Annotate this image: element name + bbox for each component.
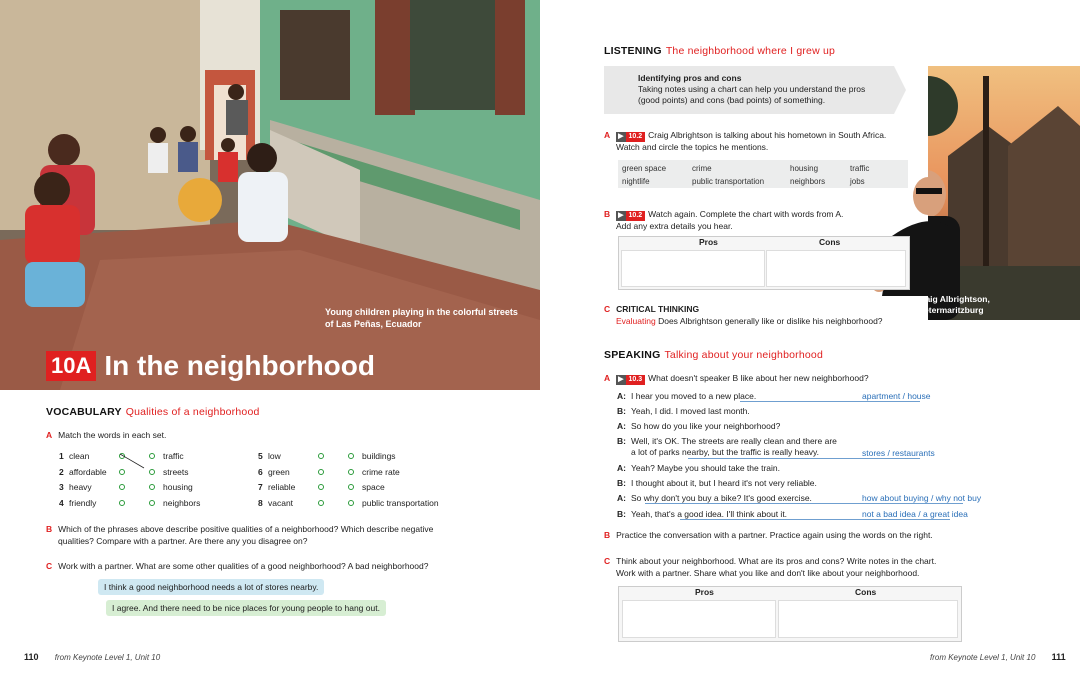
match-pair-word: public transportation: [362, 497, 439, 508]
match-word: vacant: [268, 497, 294, 508]
right-footer: [930, 652, 1066, 662]
match-dot[interactable]: [318, 500, 324, 506]
match-pair-word: space: [362, 482, 385, 492]
match-dot[interactable]: [149, 484, 155, 490]
match-word: low: [268, 451, 281, 461]
match-dot[interactable]: [348, 500, 354, 506]
match-number: 3: [59, 482, 64, 492]
dialog-speaker: A:: [617, 493, 626, 503]
match-number: 2: [59, 466, 64, 477]
speech-bubble-2: I agree. And there need to be nice places for young people to hang out.: [106, 600, 386, 616]
speaking-subtitle: Talking about your neighborhood: [664, 349, 824, 361]
match-dot[interactable]: [149, 453, 155, 459]
page-number: 110: [24, 652, 39, 662]
alt-underline: [680, 519, 950, 520]
exercise-b: [46, 524, 496, 547]
dialog-line: [617, 421, 780, 432]
tip-box: [604, 66, 894, 114]
match-number: 4: [59, 497, 64, 508]
street-photo: [0, 0, 540, 390]
cons-cell[interactable]: [778, 600, 958, 638]
audio-track-number: 10.3: [628, 376, 643, 383]
left-footer: [24, 652, 160, 662]
listening-heading: [604, 45, 835, 57]
exercise-letter: C: [604, 304, 611, 314]
audio-track-badge[interactable]: [616, 132, 645, 142]
match-pair-word: streets: [163, 466, 189, 477]
match-row: [258, 466, 400, 478]
speaking-exercise-c: [604, 556, 964, 579]
match-pair-word: buildings: [362, 451, 396, 461]
dialog-text: I thought about it, but I heard it's not very reliable.: [631, 478, 817, 488]
match-pair-word: neighbors: [163, 497, 201, 508]
photo-caption: Young children playing in the colorful streets of Las Peñas, Ecuador: [325, 307, 518, 329]
dialog-text: I hear you moved to a new place.: [631, 391, 757, 401]
exercise-letter: B: [604, 209, 611, 219]
tip-text: Taking notes using a chart can help you understand the pros (good points) and cons (bad points) of something.: [638, 84, 866, 105]
match-number: 6: [258, 466, 263, 477]
unit-name: In the neighborhood: [104, 350, 375, 381]
dialog-speaker: A:: [617, 463, 626, 473]
topic-word-box: [618, 160, 908, 188]
match-row: [258, 497, 439, 509]
exercise-letter: A: [46, 430, 53, 440]
match-row: [59, 481, 193, 493]
dialog-text: a lot of parks nearby, but the traffic is really heavy.: [631, 447, 820, 457]
chart-header-cons: Cons: [855, 587, 877, 597]
play-icon: ▶: [618, 133, 624, 140]
alt-words-4: not a bad idea / a great idea: [862, 509, 968, 519]
match-word: reliable: [268, 482, 296, 492]
match-dot[interactable]: [119, 500, 125, 506]
match-dot[interactable]: [318, 453, 324, 459]
exercise-text: Watch again. Complete the chart with words from A.: [648, 209, 844, 219]
match-pair-word: traffic: [163, 451, 184, 461]
match-row: [59, 497, 200, 509]
chart-header-pros: Pros: [699, 237, 718, 247]
audio-track-number: 10.2: [628, 212, 643, 219]
exercise-text: Think about your neighborhood. What are its pros and cons? Write notes in the chart.: [616, 556, 937, 566]
exercise-text: Work with a partner. What are some other qualities of a good neighborhood? A bad neighborhood?: [58, 561, 429, 571]
exercise-text: Which of the phrases above describe positive qualities of a neighborhood? Which describe negative: [58, 524, 434, 534]
match-word: green: [268, 466, 290, 477]
topic-word[interactable]: housing: [790, 164, 819, 173]
tip-title: Identifying pros and cons: [638, 73, 742, 83]
dialog-text: Well, it's OK. The streets are really clean and there are: [631, 436, 837, 446]
match-dot[interactable]: [149, 500, 155, 506]
exercise-text: Does Albrightson generally like or dislike his neighborhood?: [658, 315, 883, 326]
audio-track-number: 10.2: [628, 133, 643, 140]
match-row: [258, 481, 385, 493]
right-page: [540, 0, 1080, 692]
exercise-text: Work with a partner. Share what you like and don't like about your neighborhood.: [616, 567, 920, 578]
speech-bubble-1: I think a good neighborhood needs a lot of stores nearby.: [98, 579, 324, 595]
vocabulary-label: VOCABULARY: [46, 406, 122, 418]
listening-exercise-b: [604, 209, 934, 233]
exercise-text: What doesn't speaker B like about her new neighborhood?: [648, 373, 869, 383]
critical-thinking-label: CRITICAL THINKING: [616, 304, 700, 314]
audio-track-badge[interactable]: [616, 211, 645, 221]
match-word: friendly: [69, 497, 97, 508]
tip-arrow: [894, 66, 906, 114]
alt-underline: [688, 458, 920, 459]
exercise-text: Practice the conversation with a partner. Practice again using the words on the right.: [616, 530, 933, 540]
exercise-letter: A: [604, 130, 611, 140]
pros-cons-chart-1: [618, 236, 910, 290]
listening-exercise-a: [604, 130, 934, 154]
topic-word[interactable]: crime: [692, 164, 712, 173]
match-pair-word: crime rate: [362, 466, 400, 477]
match-word: affordable: [69, 466, 107, 477]
exercise-letter: C: [46, 561, 53, 571]
exercise-c: [46, 561, 428, 573]
topic-word[interactable]: traffic: [850, 164, 870, 173]
match-number: 5: [258, 451, 263, 461]
listening-subtitle: The neighborhood where I grew up: [665, 45, 836, 57]
pros-cell[interactable]: [622, 600, 776, 638]
match-word: heavy: [69, 482, 92, 492]
match-dot[interactable]: [318, 484, 324, 490]
dialog-line: [617, 436, 837, 447]
critical-eval-label: Evaluating: [616, 315, 656, 326]
topic-word[interactable]: nightlife: [622, 177, 650, 186]
source-line: from Keynote Level 1, Unit 10: [54, 653, 161, 662]
play-icon: ▶: [618, 212, 624, 219]
pros-cell[interactable]: [621, 250, 765, 287]
dialog-line: [617, 463, 780, 474]
source-line: from Keynote Level 1, Unit 10: [930, 653, 1036, 662]
cons-cell[interactable]: [766, 250, 906, 287]
dialog-text: So why don't you buy a bike? It's good exercise.: [631, 493, 812, 503]
exercise-text: Add any extra details you hear.: [616, 221, 733, 231]
dialog-speaker: B:: [617, 436, 626, 446]
match-dot[interactable]: [318, 469, 324, 475]
match-number: 8: [258, 497, 263, 508]
dialog-speaker: B:: [617, 478, 626, 488]
match-dot[interactable]: [348, 484, 354, 490]
alt-underline: [740, 401, 920, 402]
alt-words-3: how about buying / why not buy: [862, 493, 982, 503]
unit-badge: 10A: [46, 351, 96, 381]
dialog-text: Yeah, I did. I moved last month.: [631, 406, 750, 416]
dialog-text: So how do you like your neighborhood?: [631, 421, 781, 431]
exercise-text: qualities? Compare with a partner. Are there any you disagree on?: [58, 535, 308, 546]
exercise-text: Watch and circle the topics he mentions.: [616, 142, 769, 152]
vocabulary-heading: [46, 406, 260, 418]
pros-cons-chart-2: [618, 586, 962, 642]
exercise-a: [46, 430, 166, 442]
dialog-speaker: B:: [617, 406, 626, 416]
match-row: [258, 450, 396, 462]
dialog-line: [617, 478, 817, 489]
exercise-letter: A: [604, 373, 611, 383]
chart-header-pros: Pros: [695, 587, 714, 597]
person-caption: Craig Albrightson, Pietermaritzburg: [916, 294, 990, 315]
dialog-line: [617, 406, 750, 417]
play-icon: ▶: [618, 376, 624, 383]
alt-words-2: stores / restaurants: [862, 448, 935, 458]
exercise-letter: C: [604, 556, 611, 566]
topic-word[interactable]: jobs: [850, 177, 865, 186]
match-word: clean: [69, 451, 90, 461]
match-dot[interactable]: [149, 469, 155, 475]
unit-title: [46, 350, 375, 382]
exercise-text: Match the words in each set.: [58, 430, 167, 440]
listening-label: LISTENING: [604, 45, 662, 57]
topic-word[interactable]: neighbors: [790, 177, 826, 186]
exercise-letter: B: [46, 524, 53, 534]
speaking-exercise-b: [604, 530, 933, 542]
match-line: [118, 452, 148, 472]
exercise-letter: B: [604, 530, 611, 540]
match-pair-word: housing: [163, 482, 193, 492]
topic-word[interactable]: public transportation: [692, 177, 765, 186]
topic-word[interactable]: green space: [622, 164, 667, 173]
dialog-speaker: A:: [617, 421, 626, 431]
speaking-heading: [604, 349, 823, 361]
vocabulary-subtitle: Qualities of a neighborhood: [125, 406, 260, 418]
dialog-speaker: A:: [617, 391, 626, 401]
dialog-speaker: B:: [617, 509, 626, 519]
match-dot[interactable]: [119, 484, 125, 490]
dialog-line: [617, 447, 819, 458]
match-number: 7: [258, 482, 263, 492]
chart-header-cons: Cons: [819, 237, 841, 247]
alt-underline: [645, 503, 963, 504]
speaking-label: SPEAKING: [604, 349, 661, 361]
page-number: 111: [1051, 652, 1066, 662]
critical-thinking: [604, 304, 883, 327]
dialog-line: [617, 391, 756, 402]
dialog-text: Yeah, that's a good idea. I'll think about it.: [631, 509, 788, 519]
match-dot[interactable]: [348, 469, 354, 475]
match-dot[interactable]: [348, 453, 354, 459]
dialog-text: Yeah? Maybe you should take the train.: [631, 463, 781, 473]
exercise-text: Craig Albrightson is talking about his hometown in South Africa.: [648, 130, 887, 140]
alt-words-1: apartment / house: [862, 391, 931, 401]
audio-track-badge[interactable]: [616, 375, 645, 385]
match-number: 1: [59, 451, 64, 461]
speaking-exercise-a: [604, 373, 869, 385]
